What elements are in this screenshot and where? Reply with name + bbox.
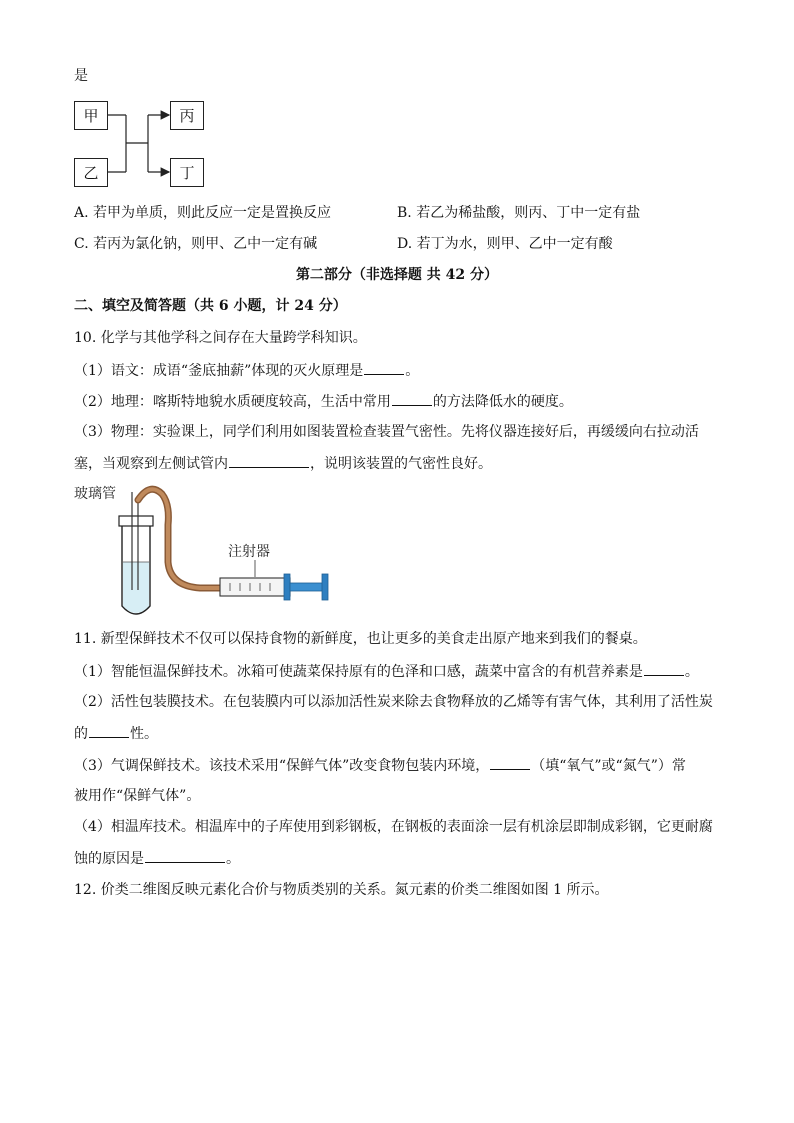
section-title: 二、填空及简答题（共 6 小题，计 24 分）	[74, 298, 347, 314]
answer-blank[interactable]	[490, 755, 530, 770]
q10-stem: 10. 化学与其他学科之间存在大量跨学科知识。	[74, 330, 367, 346]
q10-part3-line1: （3）物理：实验课上，同学们利用如图装置检查装置气密性。先将仪器连接好后，再缓缓向右拉动活	[74, 424, 699, 440]
box-yi: 乙	[74, 158, 108, 187]
q11-part2-end: 性。	[130, 726, 158, 742]
label-syringe: 注射器	[228, 544, 270, 560]
answer-blank[interactable]	[145, 848, 225, 863]
q11-stem: 11. 新型保鲜技术不仅可以保持食物的新鲜度，也让更多的美食走出原产地来到我们的餐桌。	[74, 631, 647, 647]
q10-part1-text: （1）语文：成语“釜底抽薪”体现的灭火原理是	[74, 363, 364, 379]
q11-part4-line2	[74, 848, 240, 869]
option-d: D. 若丁为水，则甲、乙中一定有酸	[397, 236, 613, 252]
q12-stem: 12. 价类二维图反映元素化合价与物质类别的关系。氮元素的价类二维图如图 1 所示。	[74, 882, 609, 898]
liquid	[123, 562, 149, 613]
box-bing: 丙	[170, 101, 204, 130]
q11-part2-line1: （2）活性包装膜技术。在包装膜内可以添加活性炭来除去食物释放的乙烯等有害气体，其利用了活性炭	[74, 694, 713, 710]
answer-blank[interactable]	[644, 661, 684, 676]
apparatus-figure	[70, 480, 340, 625]
option-c: C. 若丙为氯化钠，则甲、乙中一定有碱	[74, 236, 318, 252]
q11-part3-line2: 被用作“保鲜气体”。	[74, 788, 201, 804]
q11-part1-end: 。	[684, 664, 699, 680]
box-ding: 丁	[170, 158, 204, 187]
q10-part1	[74, 360, 419, 381]
q10-part1-end: 。	[405, 363, 420, 379]
q10-part3-end: ，说明该装置的气密性良好。	[310, 456, 492, 472]
q10-part2-end: 的方法降低水的硬度。	[432, 394, 573, 410]
box-jia: 甲	[74, 101, 108, 130]
q11-part3-line1	[74, 755, 686, 776]
answer-blank[interactable]	[392, 391, 432, 406]
option-b: B. 若乙为稀盐酸，则丙、丁中一定有盐	[397, 205, 641, 221]
continued-text: 是	[74, 68, 88, 84]
q11-part4-end: 。	[226, 851, 240, 867]
answer-blank[interactable]	[89, 723, 129, 738]
stopper	[119, 516, 153, 526]
q10-part2	[74, 391, 573, 412]
label-glass-tube: 玻璃管	[74, 486, 116, 502]
reaction-arrows	[0, 0, 260, 200]
q11-part2-text: 的	[74, 726, 88, 742]
part2-title: 第二部分（非选择题 共 42 分）	[295, 267, 499, 283]
q11-part3-hint: （填“氧气”或“氮气”）常	[531, 758, 686, 774]
q11-part3-text: （3）气调保鲜技术。该技术采用“保鲜气体”改变食物包装内环境，	[74, 758, 490, 774]
option-a: A. 若甲为单质，则此反应一定是置换反应	[74, 205, 332, 221]
answer-blank[interactable]	[229, 453, 309, 468]
q11-part4-text: 蚀的原因是	[74, 851, 144, 867]
q10-part2-text: （2）地理：喀斯特地貌水质硬度较高，生活中常用	[74, 394, 391, 410]
q11-part1-text: （1）智能恒温保鲜技术。冰箱可使蔬菜保持原有的色泽和口感，蔬菜中富含的有机营养素是	[74, 664, 643, 680]
syringe-plunger	[290, 583, 324, 591]
q11-part4-line1: （4）相温库技术。相温库中的子库使用到彩钢板，在钢板的表面涂一层有机涂层即制成彩钢，它更耐腐	[74, 819, 713, 835]
q11-part1	[74, 661, 699, 682]
answer-blank[interactable]	[364, 360, 404, 375]
q10-part3-line2	[74, 453, 492, 474]
q11-part2-line2	[74, 723, 158, 744]
q10-part3-text: 塞，当观察到左侧试管内	[74, 456, 228, 472]
syringe-barrel	[220, 578, 290, 596]
